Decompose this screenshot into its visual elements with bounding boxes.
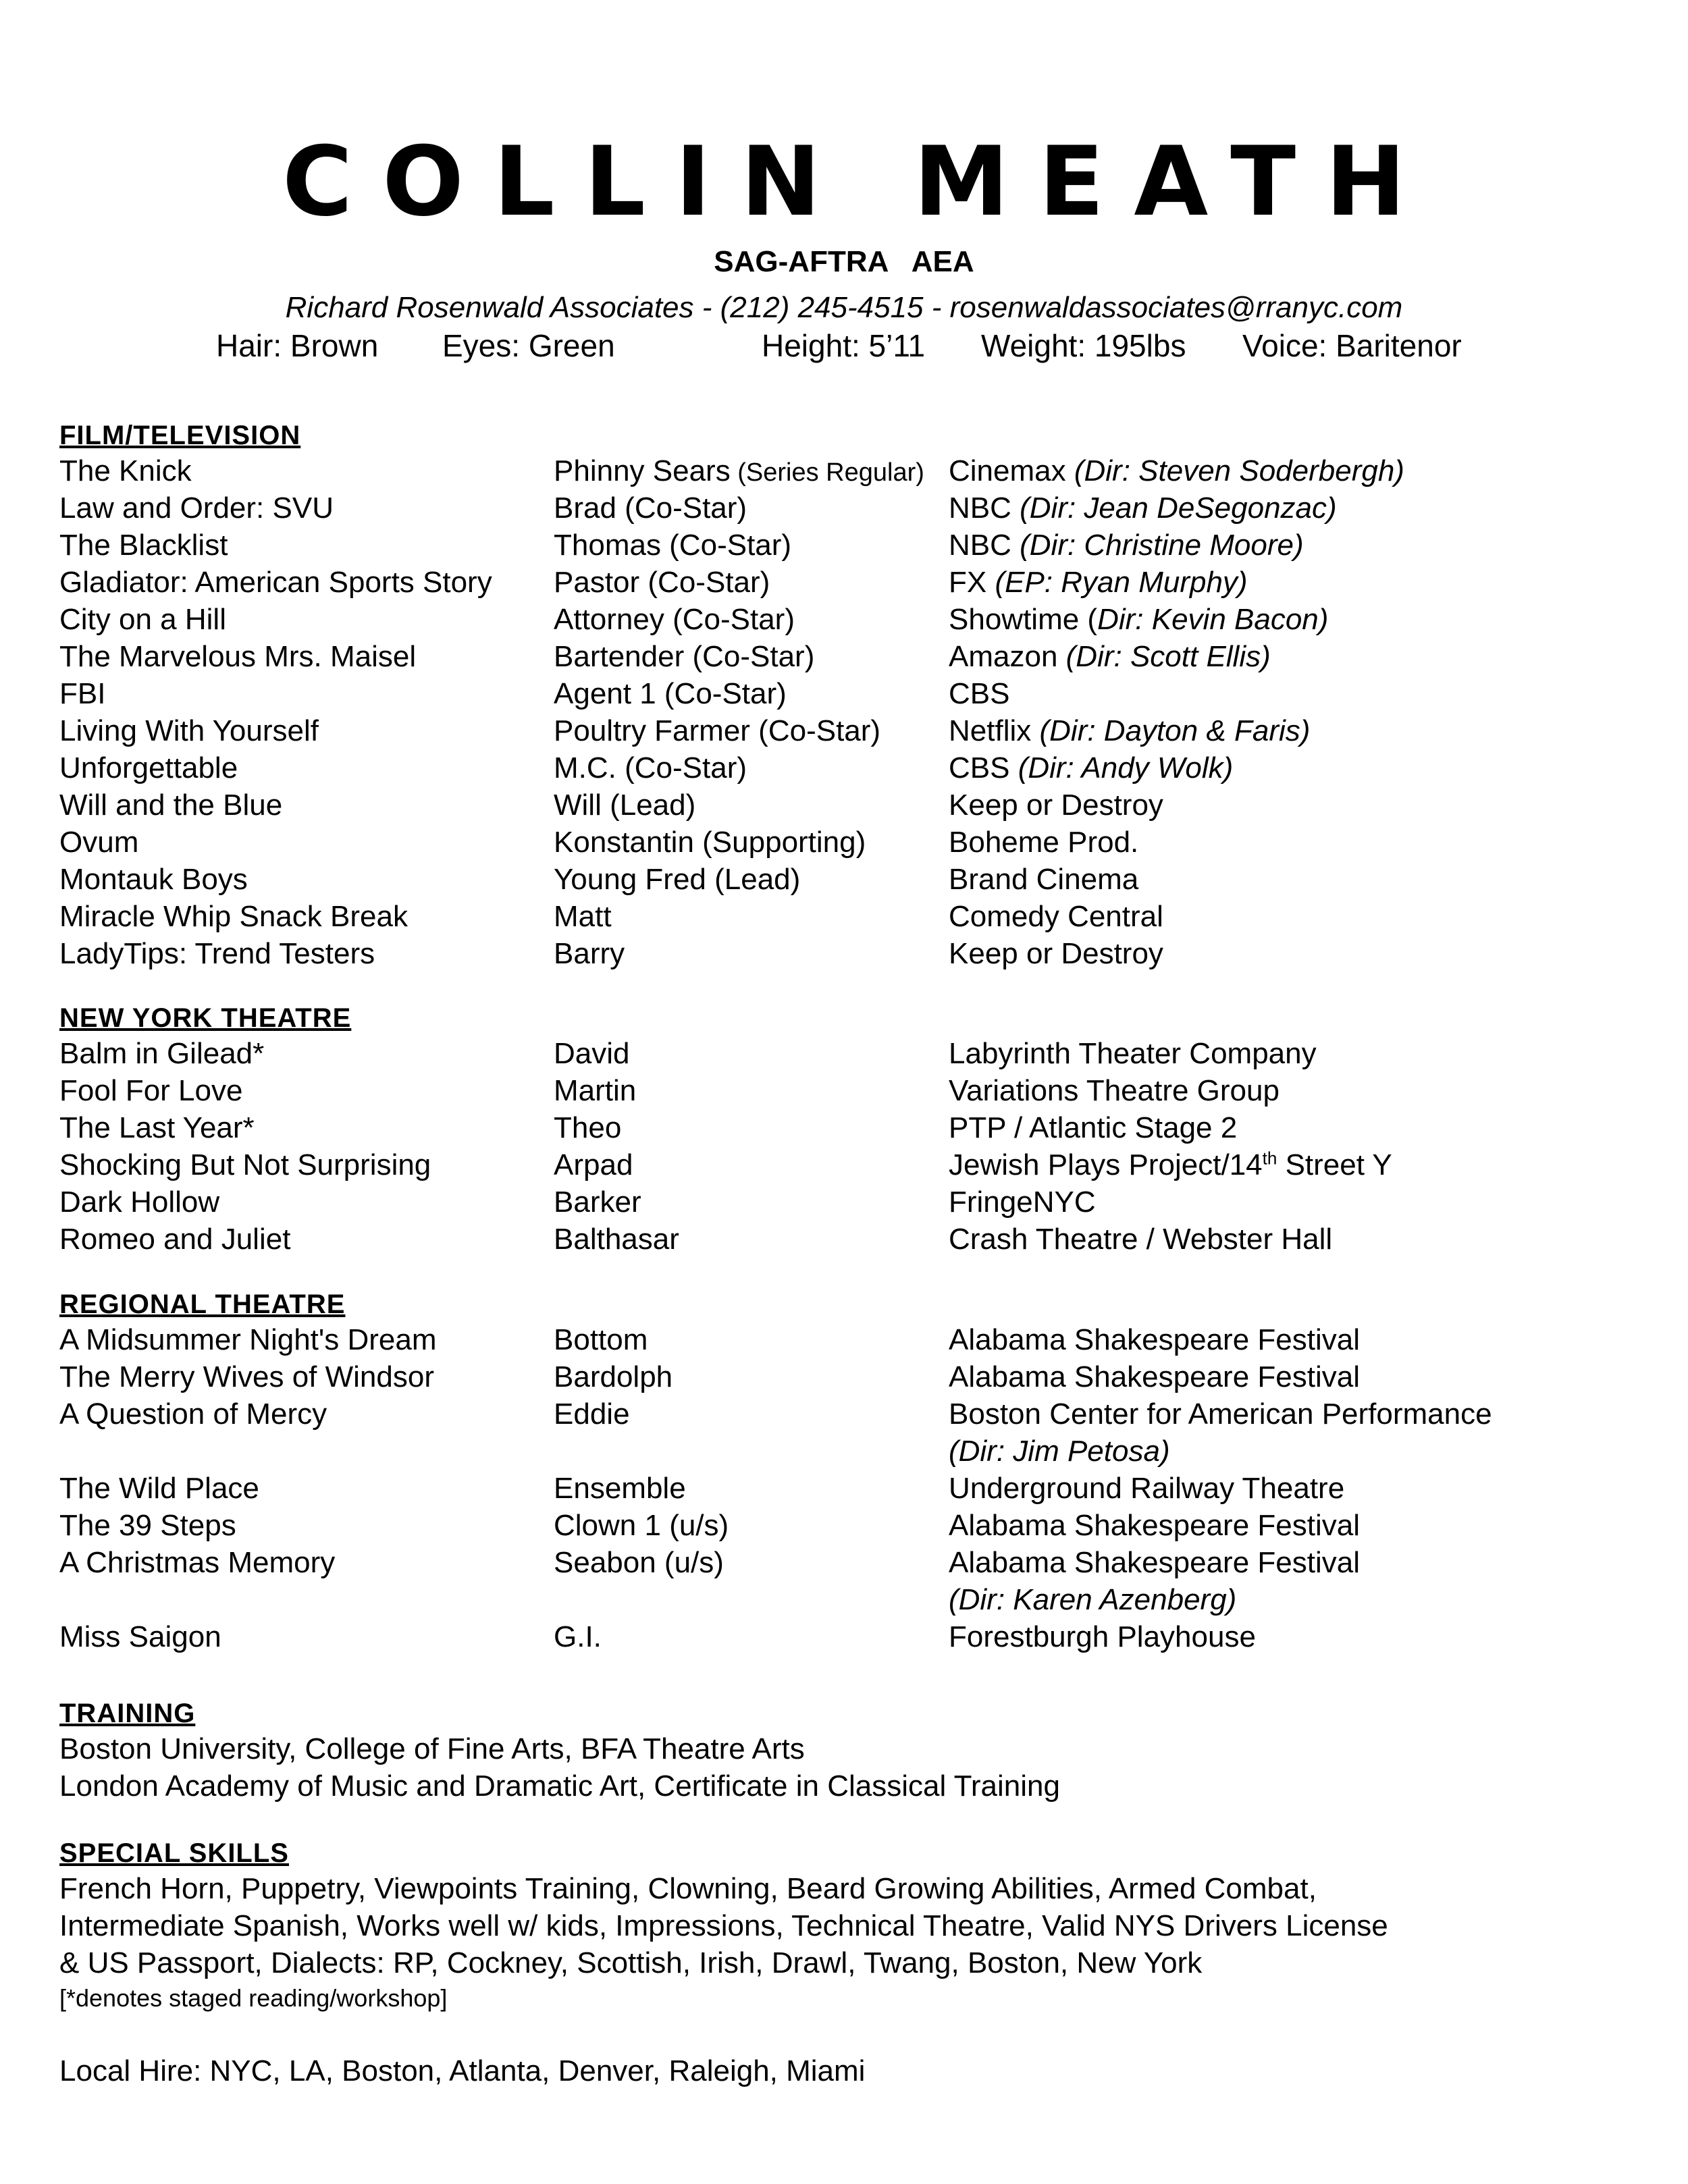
credit-row: [59, 527, 1633, 564]
credit-company: [949, 1470, 1344, 1507]
credit-role-name: M.C. (Co-Star): [554, 751, 747, 784]
credit-role: [554, 489, 747, 527]
credit-company: [949, 1109, 1237, 1146]
credit-company: [949, 452, 1404, 489]
credit-title: A Midsummer Night's Dream: [59, 1323, 437, 1356]
credit-row: [59, 452, 1633, 489]
credit-director: Dir: Kevin Bacon): [1097, 603, 1329, 636]
credit-title: Unforgettable: [59, 751, 238, 784]
credit-role: [554, 712, 880, 749]
credit-company-name: Underground Railway Theatre: [949, 1472, 1345, 1505]
credit-company: [949, 601, 1328, 638]
credit-row: [59, 1183, 1633, 1221]
credit-title: A Christmas Memory: [59, 1546, 336, 1579]
credit-company: [949, 861, 1138, 898]
credit-role-name: Martin: [554, 1074, 637, 1107]
credit-company: [949, 1221, 1332, 1258]
credit-row: [59, 1395, 1633, 1470]
credit-title: Shocking But Not Surprising: [59, 1148, 431, 1181]
credit-company: [949, 675, 1009, 712]
credit-title: FBI: [59, 677, 106, 710]
credit-role-name: Ensemble: [554, 1472, 686, 1505]
credit-title: Balm in Gilead*: [59, 1037, 265, 1070]
credit-role-name: Arpad: [554, 1148, 633, 1181]
credit-company: [949, 1358, 1360, 1395]
credit-role-name: Attorney (Co-Star): [554, 603, 795, 636]
credit-role: [554, 749, 747, 787]
credit-role-name: Barker: [554, 1186, 641, 1219]
credit-row: [59, 787, 1633, 824]
credit-title: The Merry Wives of Windsor: [59, 1360, 434, 1393]
credit-company: [949, 1618, 1256, 1655]
stat-height: Height: 5’11: [762, 328, 926, 363]
credit-title: The Blacklist: [59, 529, 228, 562]
credit-role-name: Seabon (u/s): [554, 1546, 724, 1579]
credit-role: [554, 935, 625, 972]
credit-company: [949, 1072, 1280, 1109]
credit-company-name: Labyrinth Theater Company: [949, 1037, 1317, 1070]
credit-role-name: Theo: [554, 1111, 622, 1144]
film-credits-list: [59, 452, 1633, 972]
credit-role: [554, 1183, 641, 1221]
credit-role-name: Balthasar: [554, 1223, 679, 1256]
credit-company-name: Jewish Plays Project/14: [949, 1148, 1263, 1181]
credit-title: Ovum: [59, 826, 139, 859]
credit-role-name: Barry: [554, 937, 625, 970]
credit-row: [59, 1221, 1633, 1258]
credit-role: [554, 1544, 724, 1581]
credit-company: [949, 638, 1271, 675]
credit-role-name: Agent 1 (Co-Star): [554, 677, 787, 710]
credit-role-name: Phinny Sears: [554, 454, 731, 487]
credit-company-tail: Street Y: [1277, 1148, 1392, 1181]
credit-role-name: Brad (Co-Star): [554, 491, 747, 525]
credit-role: [554, 675, 787, 712]
credit-company-name: Boston Center for American Performance: [949, 1397, 1492, 1431]
skills-line: French Horn, Puppetry, Viewpoints Training, Clowning, Beard Growing Abilities, Armed Combat,: [59, 1872, 1317, 1905]
credit-role: [554, 1035, 630, 1072]
credit-row: [59, 1146, 1633, 1183]
credit-role-name: G.I.: [554, 1620, 602, 1653]
credit-row: [59, 564, 1633, 601]
credit-row: [59, 1470, 1633, 1507]
credit-title: Will and the Blue: [59, 789, 283, 822]
union-affiliations: SAG-AFTRA AEA: [714, 245, 974, 278]
credit-title: Miss Saigon: [59, 1620, 221, 1653]
credit-role: [554, 1618, 602, 1655]
credit-company: [949, 489, 1337, 527]
credit-role-name: Pastor (Co-Star): [554, 566, 770, 599]
credit-company-name: Keep or Destroy: [949, 789, 1163, 822]
staged-reading-note: [*denotes staged reading/workshop]: [59, 1984, 448, 2012]
credit-company-superscript: th: [1262, 1148, 1277, 1169]
credit-row: [59, 675, 1633, 712]
credit-director: (Dir: Steven Soderbergh): [1074, 454, 1404, 487]
credit-director: (Dir: Jean DeSegonzac): [1020, 491, 1337, 525]
credit-title: The 39 Steps: [59, 1509, 236, 1542]
credit-row: [59, 1321, 1633, 1358]
credit-company: [949, 1395, 1492, 1470]
credit-role-name: Bartender (Co-Star): [554, 640, 815, 673]
training-line: London Academy of Music and Dramatic Art, Certificate in Classical Training: [59, 1769, 1060, 1803]
credit-title: The Marvelous Mrs. Maisel: [59, 640, 417, 673]
credit-company: [949, 935, 1163, 972]
credit-director: (EP: Ryan Murphy): [995, 566, 1248, 599]
regional-credits-list: [59, 1321, 1633, 1655]
credit-title: Romeo and Juliet: [59, 1223, 291, 1256]
credit-row: [59, 1618, 1633, 1655]
credit-company-name: FringeNYC: [949, 1186, 1096, 1219]
credit-company: [949, 712, 1310, 749]
credit-company: [949, 1321, 1360, 1358]
skills-line: Intermediate Spanish, Works well w/ kids, Impressions, Technical Theatre, Valid NYS Drivers License: [59, 1909, 1388, 1942]
credit-role: [554, 1470, 686, 1507]
credit-director: (Dir: Jim Petosa): [949, 1435, 1170, 1468]
credit-company-name: Alabama Shakespeare Festival: [949, 1546, 1360, 1579]
credit-company-name: Cinemax: [949, 454, 1074, 487]
credit-company-name: Amazon: [949, 640, 1066, 673]
credit-role: [554, 564, 770, 601]
credit-row: [59, 1109, 1633, 1146]
credit-title: Montauk Boys: [59, 863, 248, 896]
credit-company-name: CBS: [949, 751, 1018, 784]
credit-role: [554, 1109, 621, 1146]
credit-row: [59, 601, 1633, 638]
credit-company-name: Netflix: [949, 714, 1040, 747]
credit-role: [554, 787, 695, 824]
section-heading: SPECIAL SKILLS: [59, 1838, 289, 1868]
credit-title: The Knick: [59, 454, 192, 487]
training-line: Boston University, College of Fine Arts, BFA Theatre Arts: [59, 1732, 805, 1765]
credit-company-name: Showtime (: [949, 603, 1098, 636]
credit-company-name: FX: [949, 566, 995, 599]
credit-title: Living With Yourself: [59, 714, 319, 747]
training-section: [59, 1697, 1633, 1805]
credit-row: [59, 1358, 1633, 1395]
credit-title: City on a Hill: [59, 603, 226, 636]
credit-company: [949, 527, 1304, 564]
credit-role-name: Bottom: [554, 1323, 648, 1356]
credit-title: Dark Hollow: [59, 1186, 220, 1219]
credit-role: [554, 824, 866, 861]
credit-director: (Dir: Andy Wolk): [1018, 751, 1234, 784]
credit-role-name: Matt: [554, 900, 612, 933]
credit-company-name: Forestburgh Playhouse: [949, 1620, 1256, 1653]
credit-title: Miracle Whip Snack Break: [59, 900, 408, 933]
credit-director: (Dir: Dayton & Faris): [1039, 714, 1311, 747]
ny-credits-list: [59, 1035, 1633, 1258]
credit-company: [949, 1544, 1360, 1618]
credit-company: [949, 824, 1138, 861]
credit-role-note: (Series Regular): [730, 458, 924, 487]
stat-weight: Weight: 195lbs: [981, 328, 1186, 363]
credit-role-name: Konstantin (Supporting): [554, 826, 866, 859]
credit-title: Law and Order: SVU: [59, 491, 334, 525]
credit-role: [554, 527, 791, 564]
credit-company-name: Alabama Shakespeare Festival: [949, 1323, 1360, 1356]
credit-role: [554, 1146, 633, 1183]
credit-company-name: Keep or Destroy: [949, 937, 1163, 970]
credit-row: [59, 824, 1633, 861]
credit-company-name: Crash Theatre / Webster Hall: [949, 1223, 1333, 1256]
credit-director: (Dir: Scott Ellis): [1065, 640, 1271, 673]
credit-role-name: Thomas (Co-Star): [554, 529, 792, 562]
credit-company-name: Boheme Prod.: [949, 826, 1139, 859]
regional-theatre-section: [59, 1287, 1633, 1655]
credit-company-name: Brand Cinema: [949, 863, 1139, 896]
credit-company: [949, 787, 1163, 824]
credit-role: [554, 898, 612, 935]
credit-row: [59, 1035, 1633, 1072]
special-skills-section: [59, 1836, 1633, 2089]
agency-contact: Richard Rosenwald Associates - (212) 245-4515 - rosenwaldassociates@rranyc.com: [285, 291, 1403, 324]
credit-row: [59, 712, 1633, 749]
credit-role-name: Will (Lead): [554, 789, 696, 822]
section-heading: TRAINING: [59, 1699, 196, 1728]
credit-row: [59, 1507, 1633, 1544]
credit-role: [554, 1395, 630, 1433]
ny-theatre-section: [59, 1001, 1633, 1258]
credit-company: [949, 1035, 1317, 1072]
credit-role-name: Poultry Farmer (Co-Star): [554, 714, 881, 747]
credit-role: [554, 452, 924, 491]
credit-company-name: Alabama Shakespeare Festival: [949, 1509, 1360, 1542]
credit-row: [59, 489, 1633, 527]
credit-role-name: Young Fred (Lead): [554, 863, 801, 896]
credit-company-name: PTP / Atlantic Stage 2: [949, 1111, 1238, 1144]
credit-title: Gladiator: American Sports Story: [59, 566, 492, 599]
credit-title: A Question of Mercy: [59, 1397, 327, 1431]
film-television-section: [59, 419, 1633, 972]
credit-row: [59, 1544, 1633, 1618]
credit-role: [554, 1321, 648, 1358]
credit-company-name: NBC: [949, 491, 1020, 525]
credit-row: [59, 1072, 1633, 1109]
credit-role: [554, 1507, 729, 1544]
credit-company: [949, 1146, 1392, 1183]
credit-title: The Last Year*: [59, 1111, 255, 1144]
physical-stats: [0, 325, 1688, 366]
credit-role: [554, 601, 795, 638]
credit-company: [949, 564, 1248, 601]
section-heading: FILM/TELEVISION: [59, 421, 301, 450]
credit-company-name: NBC: [949, 529, 1020, 562]
credit-role: [554, 861, 800, 898]
section-heading: REGIONAL THEATRE: [59, 1289, 346, 1319]
credit-row: [59, 935, 1633, 972]
credit-company: [949, 898, 1163, 935]
credit-company: [949, 749, 1233, 787]
credit-role: [554, 1358, 672, 1395]
credit-company: [949, 1183, 1096, 1221]
credit-company: [949, 1507, 1360, 1544]
credit-company-name: Comedy Central: [949, 900, 1163, 933]
credit-row: [59, 749, 1633, 787]
credit-company-name: Alabama Shakespeare Festival: [949, 1360, 1360, 1393]
local-hire: Local Hire: NYC, LA, Boston, Atlanta, Denver, Raleigh, Miami: [59, 2054, 866, 2087]
stat-hair: Hair: Brown: [216, 328, 379, 363]
credit-row: [59, 898, 1633, 935]
credit-role: [554, 1072, 636, 1109]
credit-title: The Wild Place: [59, 1472, 259, 1505]
actor-name: COLLIN MEATH: [282, 126, 1435, 238]
stat-eyes: Eyes: Green: [442, 328, 615, 363]
section-heading: NEW YORK THEATRE: [59, 1003, 352, 1033]
credit-role-name: Eddie: [554, 1397, 630, 1431]
credit-row: [59, 638, 1633, 675]
credit-role-name: Clown 1 (u/s): [554, 1509, 729, 1542]
credit-company-name: Variations Theatre Group: [949, 1074, 1280, 1107]
credit-title: LadyTips: Trend Testers: [59, 937, 375, 970]
skills-line: & US Passport, Dialects: RP, Cockney, Scottish, Irish, Drawl, Twang, Boston, New York: [59, 1946, 1203, 1979]
credit-company-name: CBS: [949, 677, 1010, 710]
credit-director: (Dir: Christine Moore): [1020, 529, 1304, 562]
credit-role-name: Bardolph: [554, 1360, 673, 1393]
credit-row: [59, 861, 1633, 898]
credit-role-name: David: [554, 1037, 630, 1070]
stat-voice: Voice: Baritenor: [1242, 328, 1462, 363]
credit-role: [554, 638, 814, 675]
credit-role: [554, 1221, 679, 1258]
credit-title: Fool For Love: [59, 1074, 243, 1107]
credit-director: (Dir: Karen Azenberg): [949, 1583, 1237, 1616]
